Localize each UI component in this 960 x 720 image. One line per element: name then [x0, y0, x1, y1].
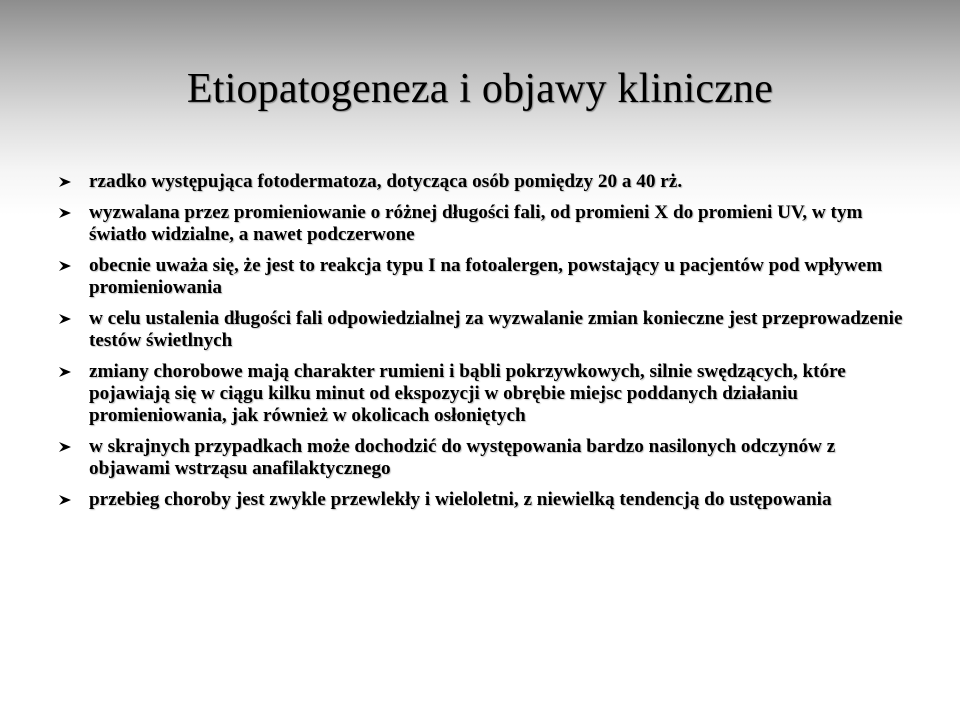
chevron-arrow-icon — [58, 489, 78, 511]
chevron-arrow-icon — [58, 202, 78, 224]
bullet-item — [58, 361, 904, 427]
bullet-item — [58, 308, 904, 352]
bullet-text: rzadko występująca fotodermatoza, dotycząca osób pomiędzy 20 a 40 rż. — [89, 171, 683, 192]
slide-title: Etiopatogeneza i objawy kliniczne — [186, 66, 774, 112]
bullet-item — [58, 202, 904, 246]
bullet-item — [58, 436, 904, 480]
bullet-text: w skrajnych przypadkach może dochodzić do występowania bardzo nasilonych odczynów z objawami wstrząsu anafilaktycznego — [89, 436, 836, 479]
bullet-item — [58, 171, 904, 193]
chevron-arrow-icon — [58, 361, 78, 383]
bullet-text: w celu ustalenia długości fali odpowiedzialnej za wyzwalanie zmian konieczne jest przeprowadzenie testów świetlnych — [89, 308, 903, 351]
bullet-text: przebieg choroby jest zwykle przewlekły i wieloletni, z niewielką tendencją do ustępowania — [89, 489, 832, 510]
chevron-arrow-icon — [58, 255, 78, 277]
chevron-arrow-icon — [58, 436, 78, 458]
bullet-list — [58, 171, 904, 520]
chevron-arrow-icon — [58, 171, 78, 193]
chevron-arrow-icon — [58, 308, 78, 330]
bullet-text: zmiany chorobowe mają charakter rumieni i bąbli pokrzywkowych, silnie swędzących, które pojawiają się w ciągu kilku minut od ekspozycji w obrębie miejsc poddanych działaniu promieniowania, jak również w okolicach osłoniętych — [89, 361, 846, 426]
bullet-item — [58, 489, 904, 511]
bullet-text: wyzwalana przez promieniowanie o różnej długości fali, od promieni X do promieni UV, w tym światło widzialne, a nawet podczerwone — [89, 202, 863, 245]
bullet-item — [58, 255, 904, 299]
bullet-text: obecnie uważa się, że jest to reakcja typu I na fotoalergen, powstający u pacjentów pod wpływem promieniowania — [89, 255, 883, 298]
